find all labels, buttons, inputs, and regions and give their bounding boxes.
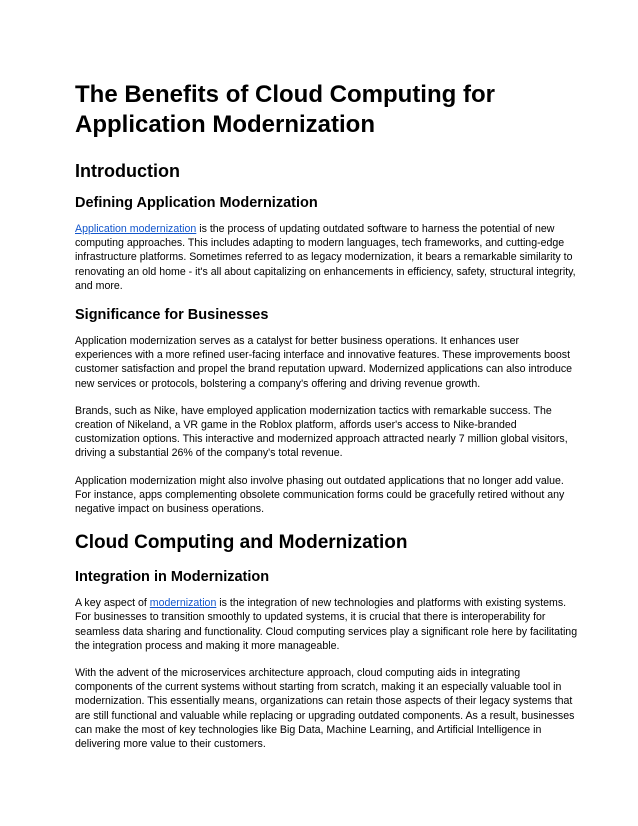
integration-paragraph-text: is the integration of new technologies and platforms with existing systems. For businesses to transition smoothly to updated systems, it is crucial that there is interoperability for seamless data sharing and functionality. Cloud computing services play a significant role here by facilitating the integration process and making it more manageable. [75,597,578,652]
application-modernization-link[interactable]: Application modernization [75,223,197,235]
integration-paragraph-2: With the advent of the microservices architecture approach, cloud computing aids in integrating components of the current systems without starting from scratch, making it an especially valuable tool in modernization. This essentially means, organizations can retain those aspects of their legacy systems that are still functional and valuable while replacing or upgrading outdated components. As a result, businesses can make the most of key technologies like Big Data, Machine Learning, and Artificial Intelligence in delivering more value to their customers. [75,667,575,751]
defining-paragraph [75,222,578,293]
significance-paragraph-3: Application modernization might also involve phasing out outdated applications that no longer add value. For instance, apps complementing obsolete communication forms could be gracefully retired without any negative impact on business operations. [75,474,565,516]
document-title: The Benefits of Cloud Computing for Application Modernization [75,81,495,138]
significance-heading: Significance for Businesses [75,307,269,324]
integration-paragraph-1 [75,596,578,653]
integration-paragraph-prefix: A key aspect of [75,597,150,610]
defining-paragraph-text: is the process of updating outdated software to harness the potential of new computing approaches. This includes adapting to modern languages, tech frameworks, and cutting-edge infrastructure platforms. Sometimes referred to as legacy modernization, it bears a remarkable similarity to renovating an old home - it's all about capitalizing on enhancements in efficiency, safety, structural integrity, and more. [75,223,576,292]
introduction-heading: Introduction [75,161,180,181]
significance-paragraph-1: Application modernization serves as a catalyst for better business operations. It enhances user experiences with a more refined user-facing interface and innovative features. These improvements boost customer satisfaction and propel the brand reputation upward. Modernized applications can also introduce new services or protocols, bolstering a company's offering and driving revenue growth. [75,335,573,390]
defining-heading: Defining Application Modernization [75,195,318,211]
cloud-computing-heading: Cloud Computing and Modernization [75,532,408,554]
significance-paragraph-2: Brands, such as Nike, have employed application modernization tactics with remarkable success. The creation of Nikeland, a VR game in the Roblox platform, affords user's access to Nike-branded customization options. This interactive and modernized approach attracted nearly 7 million global visitors, driving a substantial 26% of the company's total revenue. [75,404,568,460]
modernization-link[interactable]: modernization [149,597,217,610]
integration-heading: Integration in Modernization [75,569,270,586]
